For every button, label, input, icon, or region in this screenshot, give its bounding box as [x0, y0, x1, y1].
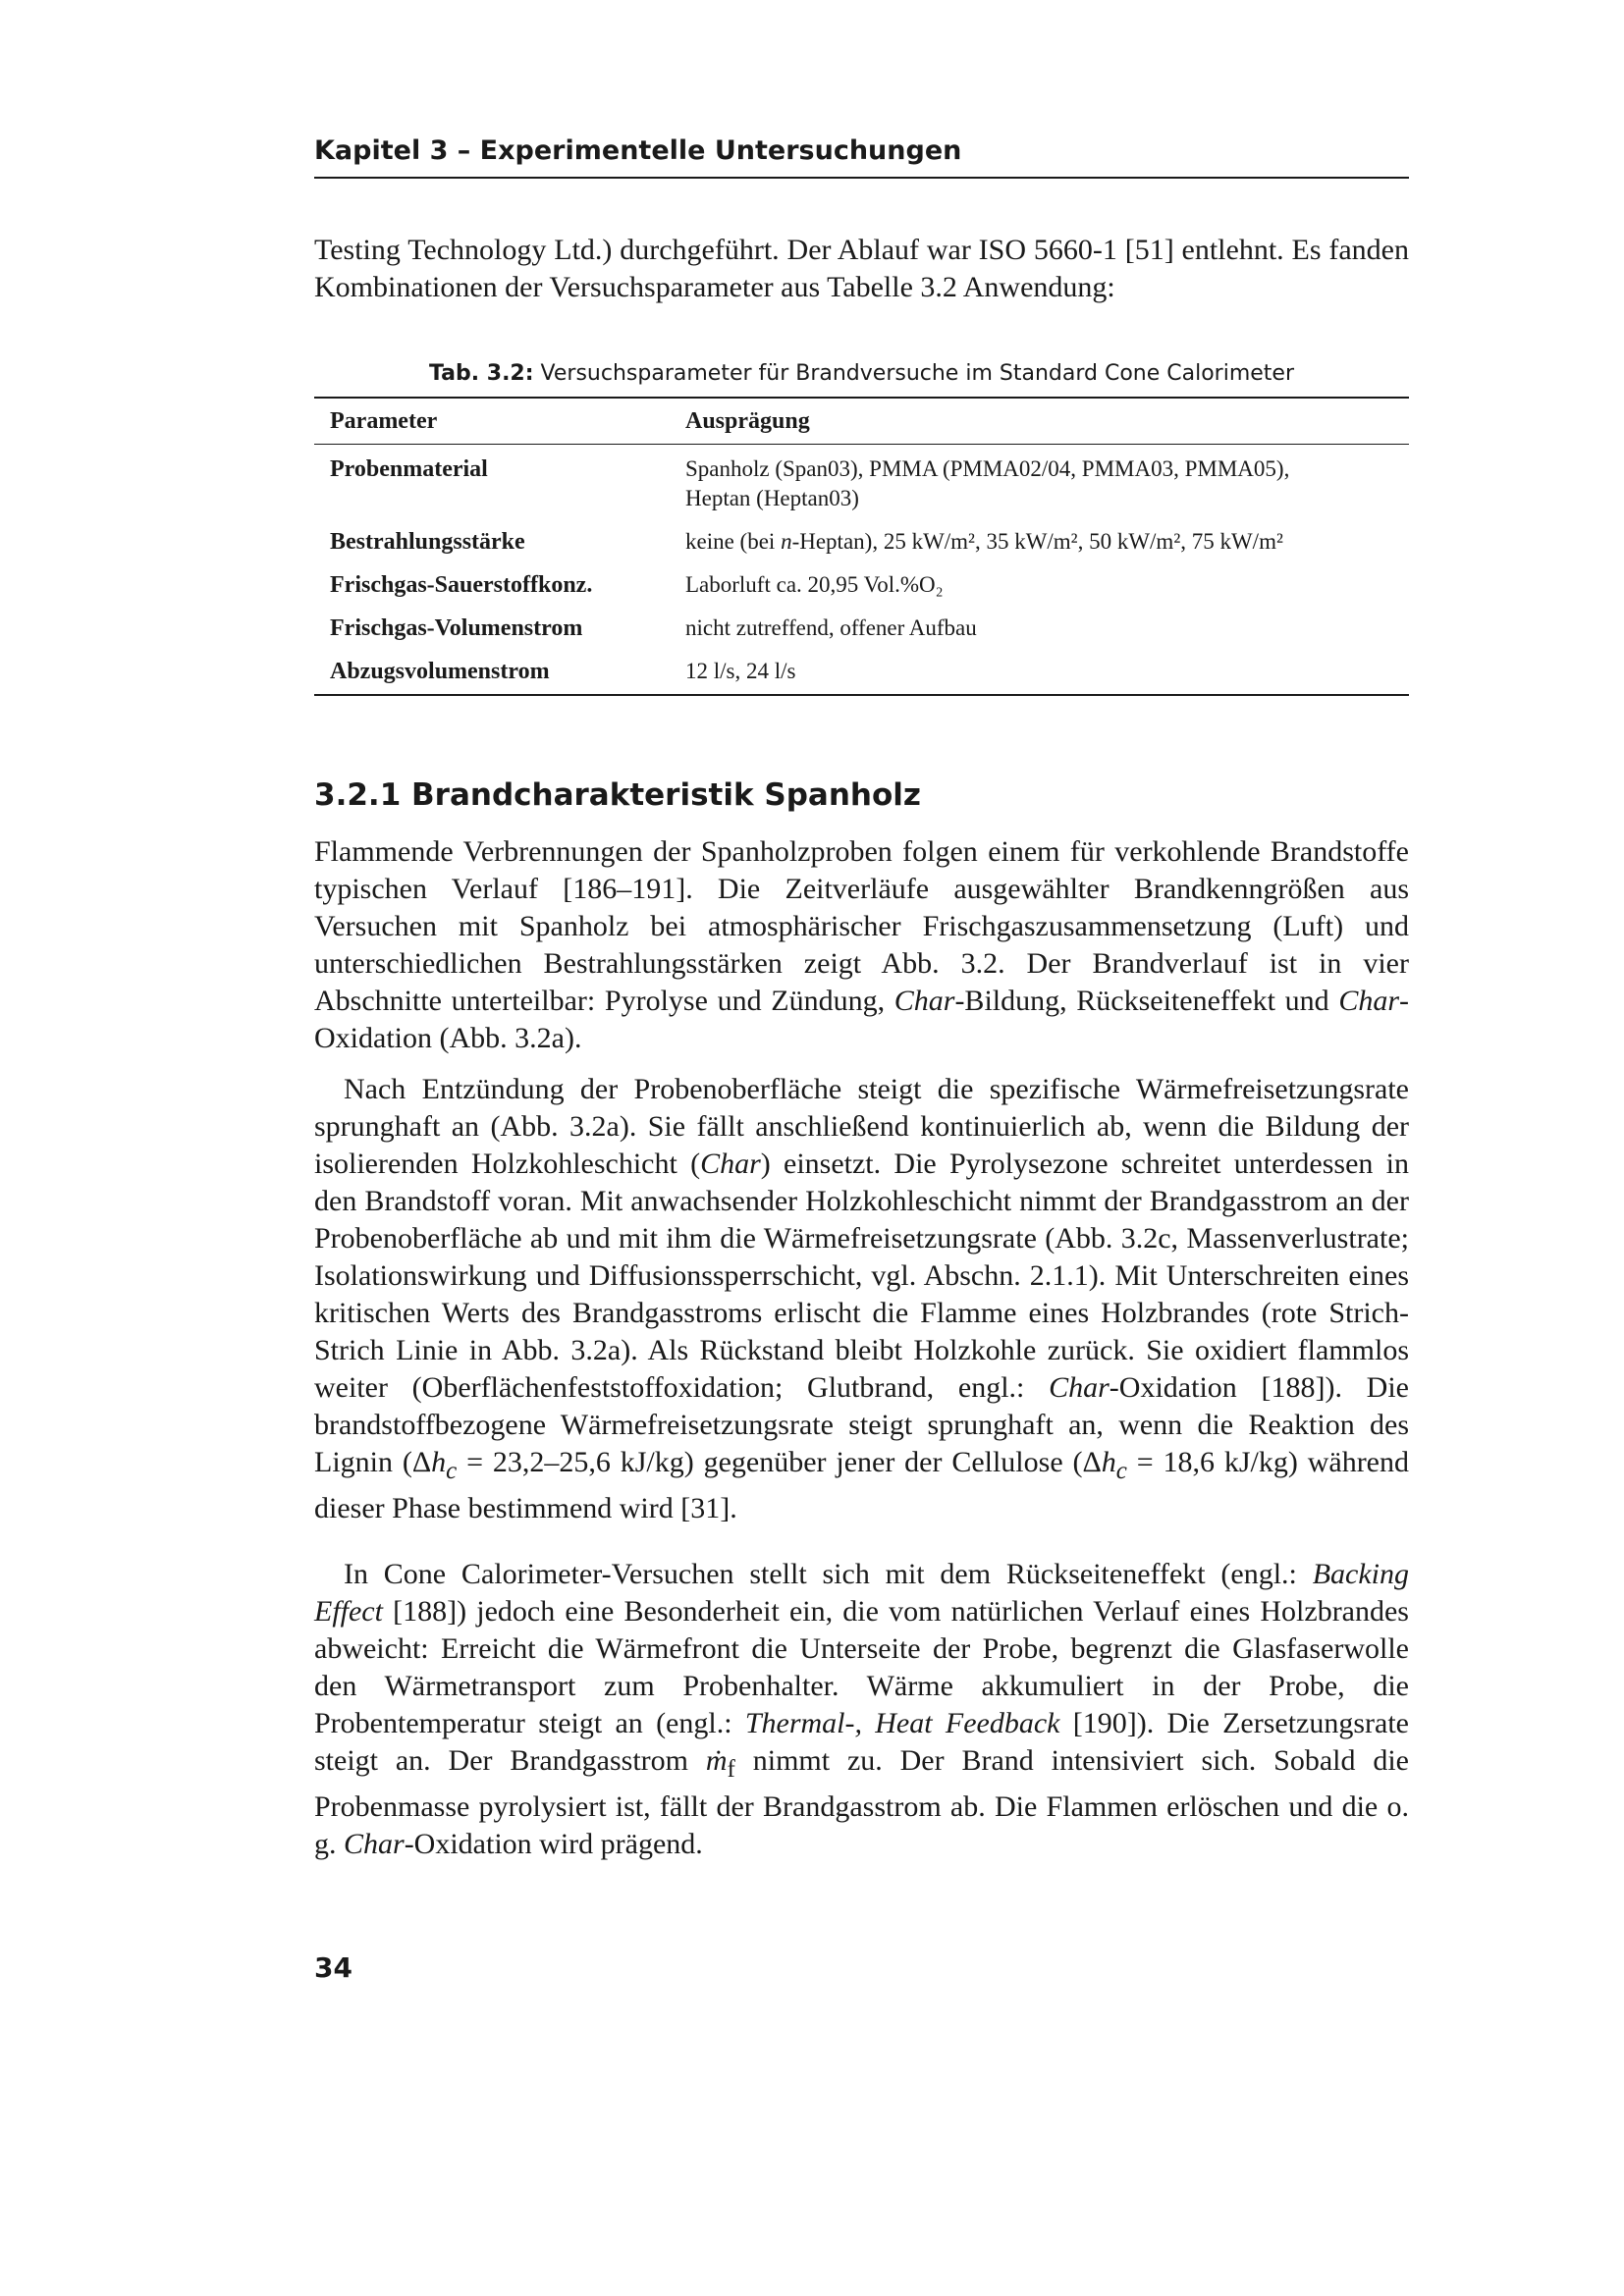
italic-term: Char	[893, 985, 955, 1017]
table-cell-value	[670, 521, 1409, 564]
table-cell-value: nicht zutreffend, offener Aufbau	[685, 615, 977, 640]
parameter-table	[314, 397, 1409, 696]
value-line: Heptan (Heptan03)	[685, 486, 859, 510]
intro-paragraph: Testing Technology Ltd.) durchgeführt. Der Ablauf war ISO 5660-1 [51] entlehnt. Es fanden Kombinationen der Versuchsparameter aus Tabelle 3.2 Anwendung:	[314, 234, 1409, 303]
table-cell-value: 12 l/s, 24 l/s	[685, 659, 796, 683]
math-subscript: c	[446, 1458, 458, 1484]
italic-term: Char	[1049, 1371, 1110, 1404]
math-symbol: h	[1101, 1446, 1116, 1478]
table-cell-parameter: Abzugsvolumenstrom	[330, 659, 550, 684]
math-symbol: h	[431, 1446, 447, 1478]
text-run: [188]) jedoch eine Besonderheit ein, die vom natürlichen Verlauf eines Holzbrandes abweicht: Erreicht die Wärmefront die Unterseite der Probe, begrenzt die Glasfaserwolle den Wärmetransport zum Probenhalter. Wärme akkumuliert in der Probe, die Probentemperatur steigt an (engl.:	[314, 1595, 1409, 1739]
text-run: nimmt zu. Der Brand intensiviert sich. Sobald die Probenmasse pyrolysiert ist, fällt der Brandgasstrom ab. Die Flammen erlöschen und die o. g.	[314, 1744, 1409, 1860]
table-cell-parameter: Frischgas-Volumenstrom	[330, 615, 583, 641]
table-row	[314, 651, 1409, 695]
value-text: -Heptan), 25 kW/m², 35 kW/m², 50 kW/m², 75 kW/m²	[791, 529, 1283, 554]
text-run: -Bildung, Rückseiteneffekt und	[954, 985, 1339, 1017]
text-run: In Cone Calorimeter-Versuchen stellt sich mit dem Rückseiteneffekt (engl.:	[344, 1558, 1313, 1590]
value-line: Spanholz (Span03), PMMA (PMMA02/04, PMMA03, PMMA05),	[685, 456, 1290, 481]
text-run: -Oxidation wird prägend.	[404, 1828, 703, 1860]
page-number: 34	[314, 1951, 352, 1984]
text-run: -Oxidation (Abb. 3.2a).	[314, 985, 1410, 1054]
column-header-parameter: Parameter	[314, 398, 670, 445]
table-cell-parameter: Frischgas-Sauerstoffkonz.	[330, 572, 593, 598]
table-cell-value: Laborluft ca. 20,95 Vol.%O₂	[685, 572, 944, 597]
table-caption	[314, 359, 1409, 389]
table-row	[314, 521, 1409, 564]
text-run: = 18,6 kJ/kg) während dieser Phase bestimmend wird [31].	[314, 1446, 1409, 1524]
italic-term: Backing Effect	[314, 1558, 1409, 1628]
value-text: keine (bei	[685, 529, 782, 554]
text-run: = 23,2–25,6 kJ/kg) gegenüber jener der Cellulose (Δ	[457, 1446, 1102, 1478]
value-italic: n	[781, 529, 792, 554]
table-cell-parameter: Bestrahlungsstärke	[330, 529, 525, 555]
math-subscript: c	[1115, 1458, 1127, 1484]
italic-term: Char	[700, 1148, 761, 1180]
paragraph-2	[314, 1071, 1409, 1527]
table-cell-value	[670, 445, 1409, 522]
running-header: Kapitel 3 – Experimentelle Untersuchungen	[314, 135, 1409, 179]
table-caption-label: Tab. 3.2:	[428, 361, 534, 386]
math-subscript: f	[727, 1756, 735, 1783]
paragraph-3	[314, 1556, 1409, 1863]
text-run: Nach Entzündung der Probenoberfläche steigt die spezifische Wärmefreisetzungsrate sprunghaft an (Abb. 3.2a). Sie fällt anschließend kontinuierlich ab, wenn die Bildung der isolierenden Holzkohleschicht (	[314, 1073, 1409, 1180]
table-row	[314, 445, 1409, 522]
text-run: Flammende Verbrennungen der Spanholzproben folgen einem für verkohlende Brandstoffe typischen Verlauf [186–191]. Die Zeitverläufe ausgewählter Brandkenngrößen aus Versuchen mit Spanholz bei atmosphärischer Frischgaszusammensetzung (Luft) und unterschiedlichen Bestrahlungsstärken zeigt Abb. 3.2. Der Brandverlauf ist in vier Abschnitte unterteilbar: Pyrolyse und Zündung,	[314, 835, 1409, 1017]
paragraph-1	[314, 833, 1409, 1057]
italic-term: Char	[1338, 985, 1400, 1017]
table-header-row	[314, 398, 1409, 445]
italic-term: Thermal-, Heat Feedback	[744, 1707, 1060, 1739]
text-run: -Oxidation [188]). Die brandstoffbezogene Wärmefreisetzungsrate steigt sprunghaft an, wenn die Reaktion des Lignin (Δ	[314, 1371, 1409, 1478]
table-row	[314, 564, 1409, 608]
text-run: [190]). Die Zersetzungsrate steigt an. Der Brandgasstrom	[314, 1707, 1409, 1777]
table-caption-text: Versuchsparameter für Brandversuche im Standard Cone Calorimeter	[540, 361, 1294, 386]
italic-term: Char	[344, 1828, 405, 1860]
column-header-value: Ausprägung	[670, 398, 1409, 445]
section-heading: 3.2.1 Brandcharakteristik Spanholz	[314, 777, 921, 813]
text-run: ) einsetzt. Die Pyrolysezone schreitet unterdessen in den Brandstoff voran. Mit anwachsender Holzkohleschicht nimmt der Brandgasstrom an der Probenoberfläche ab und mit ihm die Wärmefreisetzungsrate (Abb. 3.2c, Massenverlustrate; Isolationswirkung und Diffusionssperrschicht, vgl. Abschn. 2.1.1). Mit Unterschreiten eines kritischen Werts des Brandgasstroms erlischt die Flamme eines Holzbrandes (rote Strich-Strich Linie in Abb. 3.2a). Als Rückstand bleibt Holzkohle zurück. Sie oxidiert flammlos weiter (Oberflächenfeststoffoxidation; Glutbrand, engl.:	[314, 1148, 1409, 1404]
table-row	[314, 608, 1409, 651]
math-symbol: ṁ	[705, 1744, 728, 1777]
table-cell-parameter: Probenmaterial	[330, 456, 488, 482]
